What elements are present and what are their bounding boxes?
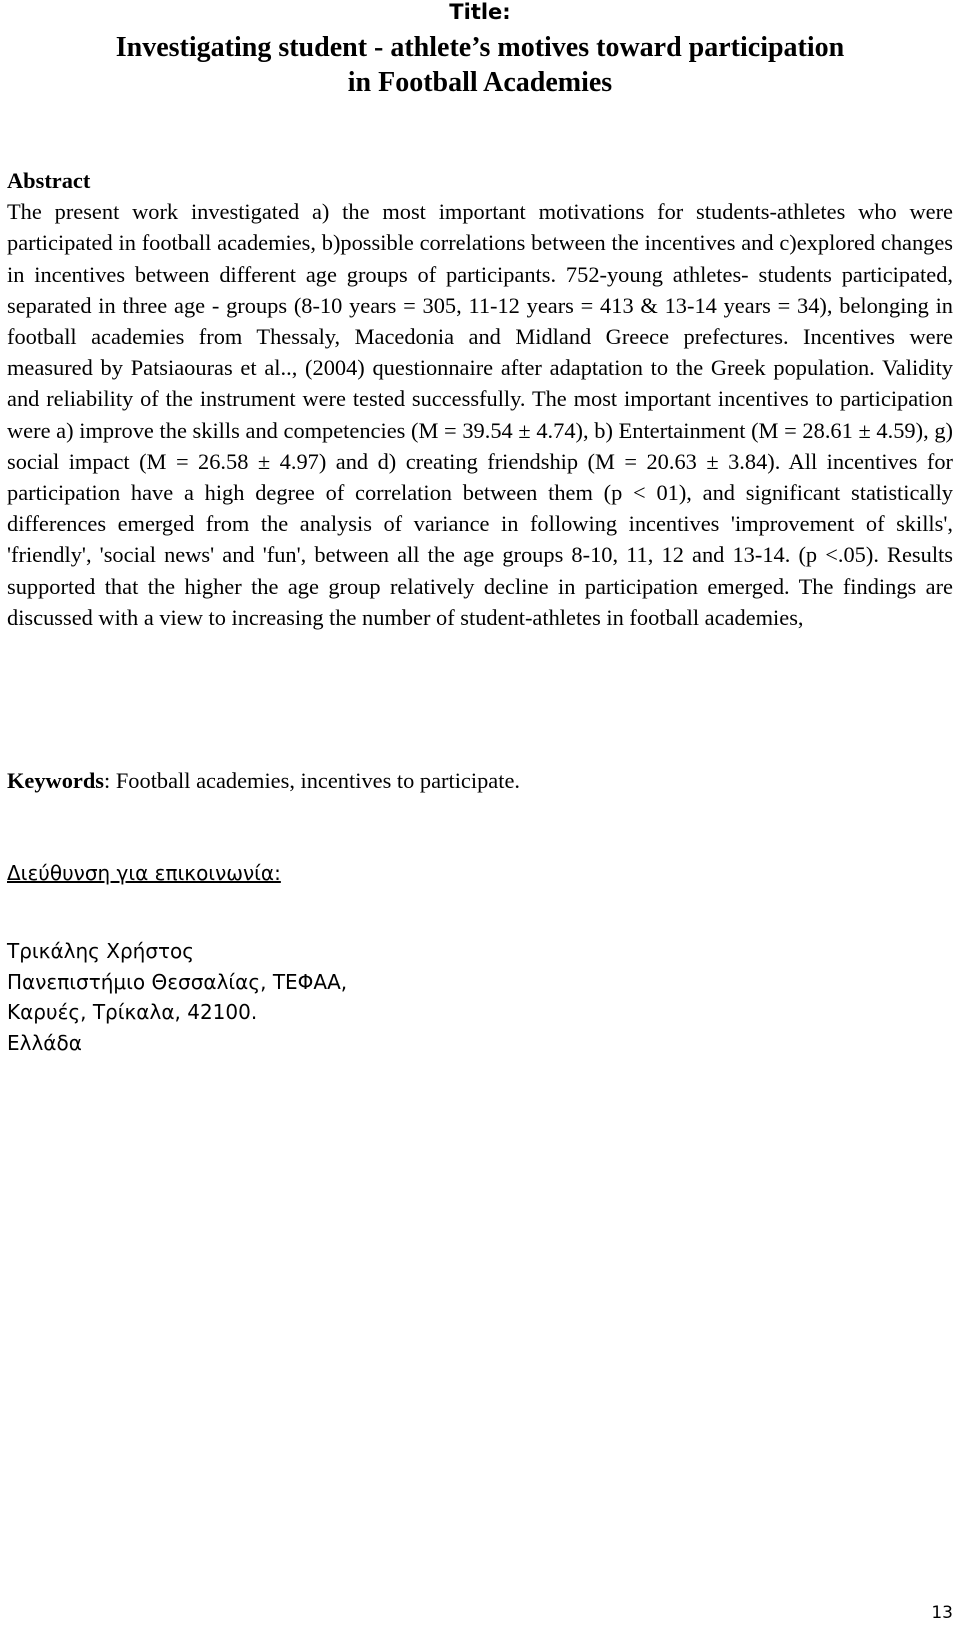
keywords-text: : Football academies, incentives to participate. — [104, 768, 520, 793]
abstract-section — [7, 165, 953, 633]
abstract-body: The present work investigated a) the most important motivations for students-athletes who were participated in football academies, b)possible correlations between the incentives and c)explored changes in incentives between different age groups of participants. 752-young athletes- students participated, separated in three age - groups (8-10 years = 305, 11-12 years = 413 & 13-14 years = 34), belonging in football academies from Thessaly, Macedonia and Midland Greece prefectures. Incentives were measured by Patsiaouras et al.., (2004) questionnaire after adaptation to the Greek population. Validity and reliability of the instrument were tested successfully. The most important incentives to participation were a) improve the skills and competencies (M = 39.54 ± 4.74), b) Entertainment (M = 28.61 ± 4.59), g) social impact (M = 26.58 ± 4.97) and d) creating friendship (M = 20.63 ± 3.84). All incentives for participation have a high degree of correlation between them (p < 01), and significant statistically differences emerged from the analysis of variance in following incentives 'improvement of skills', 'friendly', 'social news' and 'fun', between all the age groups 8-10, 11, 12 and 13-14. (p <.05). Results supported that the higher the age group relatively decline in participation emerged. The findings are discussed with a view to increasing the number of student-athletes in football academies, — [7, 199, 953, 630]
abstract-heading: Abstract — [7, 168, 91, 193]
title-label: Title: — [449, 0, 511, 24]
paper-title-line-2: in Football Academies — [347, 67, 613, 98]
contact-city: Καρυές, Τρίκαλα, 42100. — [7, 1000, 258, 1024]
paper-title-line-1: Investigating student - athlete’s motives toward participation — [115, 32, 845, 63]
contact-institution: Πανεπιστήμιο Θεσσαλίας, ΤΕΦΑΑ, — [7, 969, 348, 994]
keywords-label: Keywords — [7, 768, 105, 793]
page-number: 13 — [931, 1603, 953, 1623]
contact-address — [7, 936, 347, 1058]
contact-heading: Διεύθυνση για επικοινωνία: — [7, 861, 281, 885]
paper-title — [0, 30, 960, 100]
keywords-line — [7, 766, 953, 796]
contact-country: Ελλάδα — [7, 1030, 82, 1055]
contact-name: Τρικάλης Χρήστος — [7, 939, 195, 963]
